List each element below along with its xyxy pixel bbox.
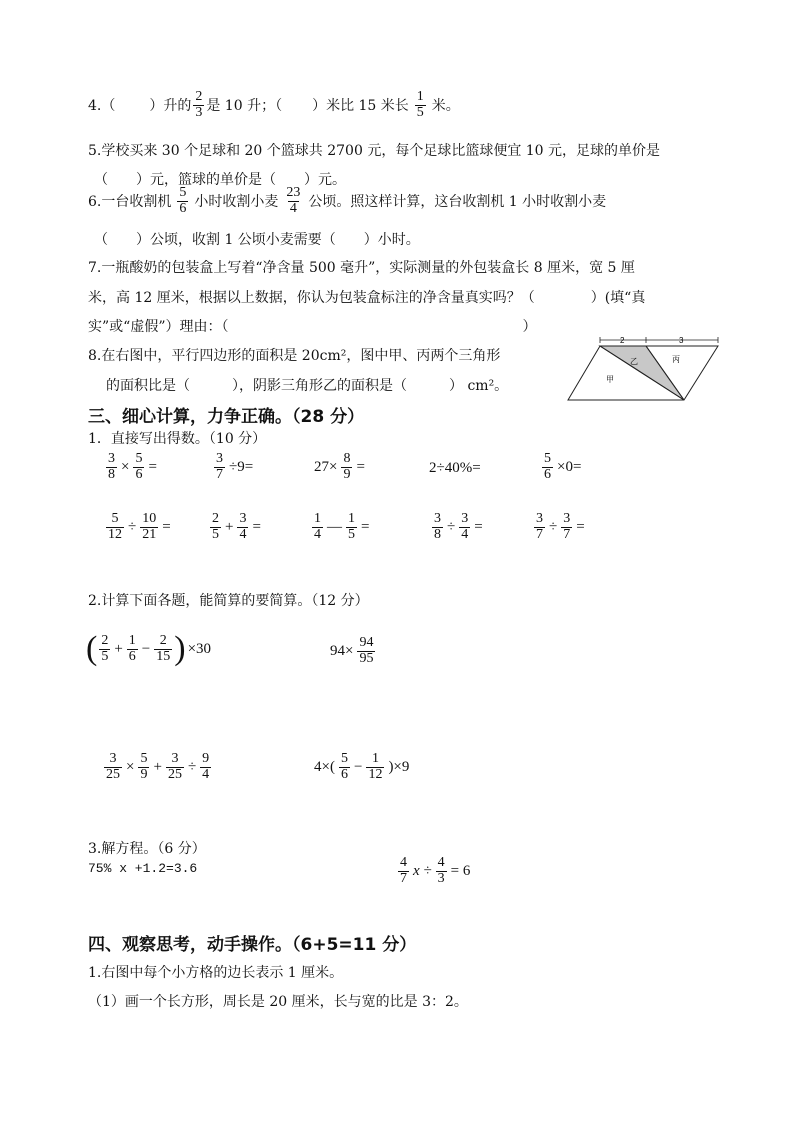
- q5-line-1: 5.学校买来 30 个足球和 20 个篮球共 2700 元，每个足球比篮球便宜 10 元，足球的单价是: [88, 143, 661, 159]
- s3-q2-title: 2.计算下面各题，能简算的要简算。（12 分）: [88, 593, 369, 609]
- calc-item: $\frac{3}{7}$ ÷9=: [216, 451, 254, 482]
- s3-q1-title: 1．直接写出得数。（10 分）: [88, 431, 267, 447]
- q8-line-1: 8.在右图中，平行四边形的面积是 20cm²，图中甲、丙两个三角形: [88, 348, 501, 364]
- fraction: $\frac{2}{3}$: [195, 89, 203, 120]
- q4-text-e: 米。: [431, 98, 460, 115]
- q6-text-c: 公顷。照这样计算，这台收割机 1 小时收割小麦: [308, 194, 607, 211]
- q7-line-2: 米，高 12 厘米，根据以上数据，你认为包装盒标注的净含量真实吗？（ ）(填“真: [88, 290, 646, 306]
- s3-q3-title: 3.解方程。（6 分）: [88, 841, 206, 857]
- calc-item: $\frac{3}{7}$ ÷ $\frac{3}{7}$ =: [536, 511, 585, 542]
- expression-2: 94× $\frac{94}{95}$: [330, 635, 374, 666]
- q6-text-b: 小时收割小麦: [194, 194, 279, 211]
- label-3: 3: [679, 336, 684, 345]
- q7-line-3: 实”或“虚假”）理由：（ ）: [88, 319, 537, 335]
- calc-item: 2÷40%=: [429, 460, 481, 476]
- section-4-title: 四、观察思考，动手操作。（6+5=11 分）: [88, 935, 417, 955]
- expression-1: ( $\frac{2}{5}$ + $\frac{1}{6}$ − $\frac{2}{15}$ ) ×30: [86, 630, 212, 667]
- q6-text-a: 6.一台收割机: [88, 194, 172, 211]
- s4-q1-line-1: 1.右图中每个小方格的边长表示 1 厘米。: [88, 965, 344, 981]
- parallelogram-figure: [566, 334, 722, 404]
- label-bing: 丙: [672, 355, 680, 364]
- question-4: [88, 90, 460, 120]
- fraction: $\frac{1}{5}$: [416, 89, 424, 120]
- calc-item: $\frac{1}{4}$ — $\frac{1}{5}$ =: [314, 511, 370, 542]
- question-6: [88, 186, 606, 216]
- calc-item: $\frac{2}{5}$ + $\frac{3}{4}$ =: [212, 511, 261, 542]
- q4-text-a: 4.（: [88, 98, 116, 115]
- calc-item: 27× $\frac{8}{9}$ =: [314, 451, 365, 482]
- fraction: $\frac{23}{4}$: [286, 185, 301, 216]
- label-yi: 乙: [630, 357, 638, 366]
- equation-2: $\frac{4}{7}$ x ÷ $\frac{4}{3}$ = 6: [400, 855, 471, 886]
- calc-item: $\frac{3}{8}$ × $\frac{5}{6}$ =: [108, 451, 157, 482]
- s4-q1-line-2: （1）画一个长方形，周长是 20 厘米，长与宽的比是 3：2。: [88, 994, 468, 1010]
- expression-4: 4×( $\frac{5}{6}$ − $\frac{1}{12}$ )×9: [314, 751, 410, 782]
- label-2: 2: [620, 336, 625, 345]
- fraction: $\frac{5}{6}$: [179, 185, 187, 216]
- q7-line-1: 7.一瓶酸奶的包装盒上写着“净含量 500 毫升”，实际测量的外包装盒长 8 厘米，宽 5 厘: [88, 260, 635, 276]
- section-3-title: 三、细心计算，力争正确。（28 分）: [88, 407, 365, 427]
- q5-line-2: （ ）元，篮球的单价是（ ）元。: [94, 172, 346, 188]
- calc-item: $\frac{5}{12}$ ÷ $\frac{10}{21}$ =: [108, 511, 171, 542]
- q4-text-c: 是 10 升；（: [206, 98, 283, 115]
- q4-text-b: ）升的: [149, 98, 192, 115]
- equation-1: 75% x +1.2=3.6: [88, 861, 198, 876]
- q4-text-d: ）米比 15 米长: [312, 98, 409, 115]
- expression-3: $\frac{3}{25}$ × $\frac{5}{9}$ + $\frac{3}{25}$ ÷ $\frac{9}{4}$: [106, 751, 210, 782]
- calc-item: $\frac{5}{6}$ ×0=: [544, 451, 582, 482]
- q8-line-2: 的面积比是（ ），阴影三角形乙的面积是（ ） cm²。: [106, 378, 509, 394]
- q6-line-2: （ ）公顷，收割 1 公顷小麦需要（ ）小时。: [94, 232, 420, 248]
- label-jia: 甲: [606, 375, 614, 384]
- calc-item: $\frac{3}{8}$ ÷ $\frac{3}{4}$ =: [434, 511, 483, 542]
